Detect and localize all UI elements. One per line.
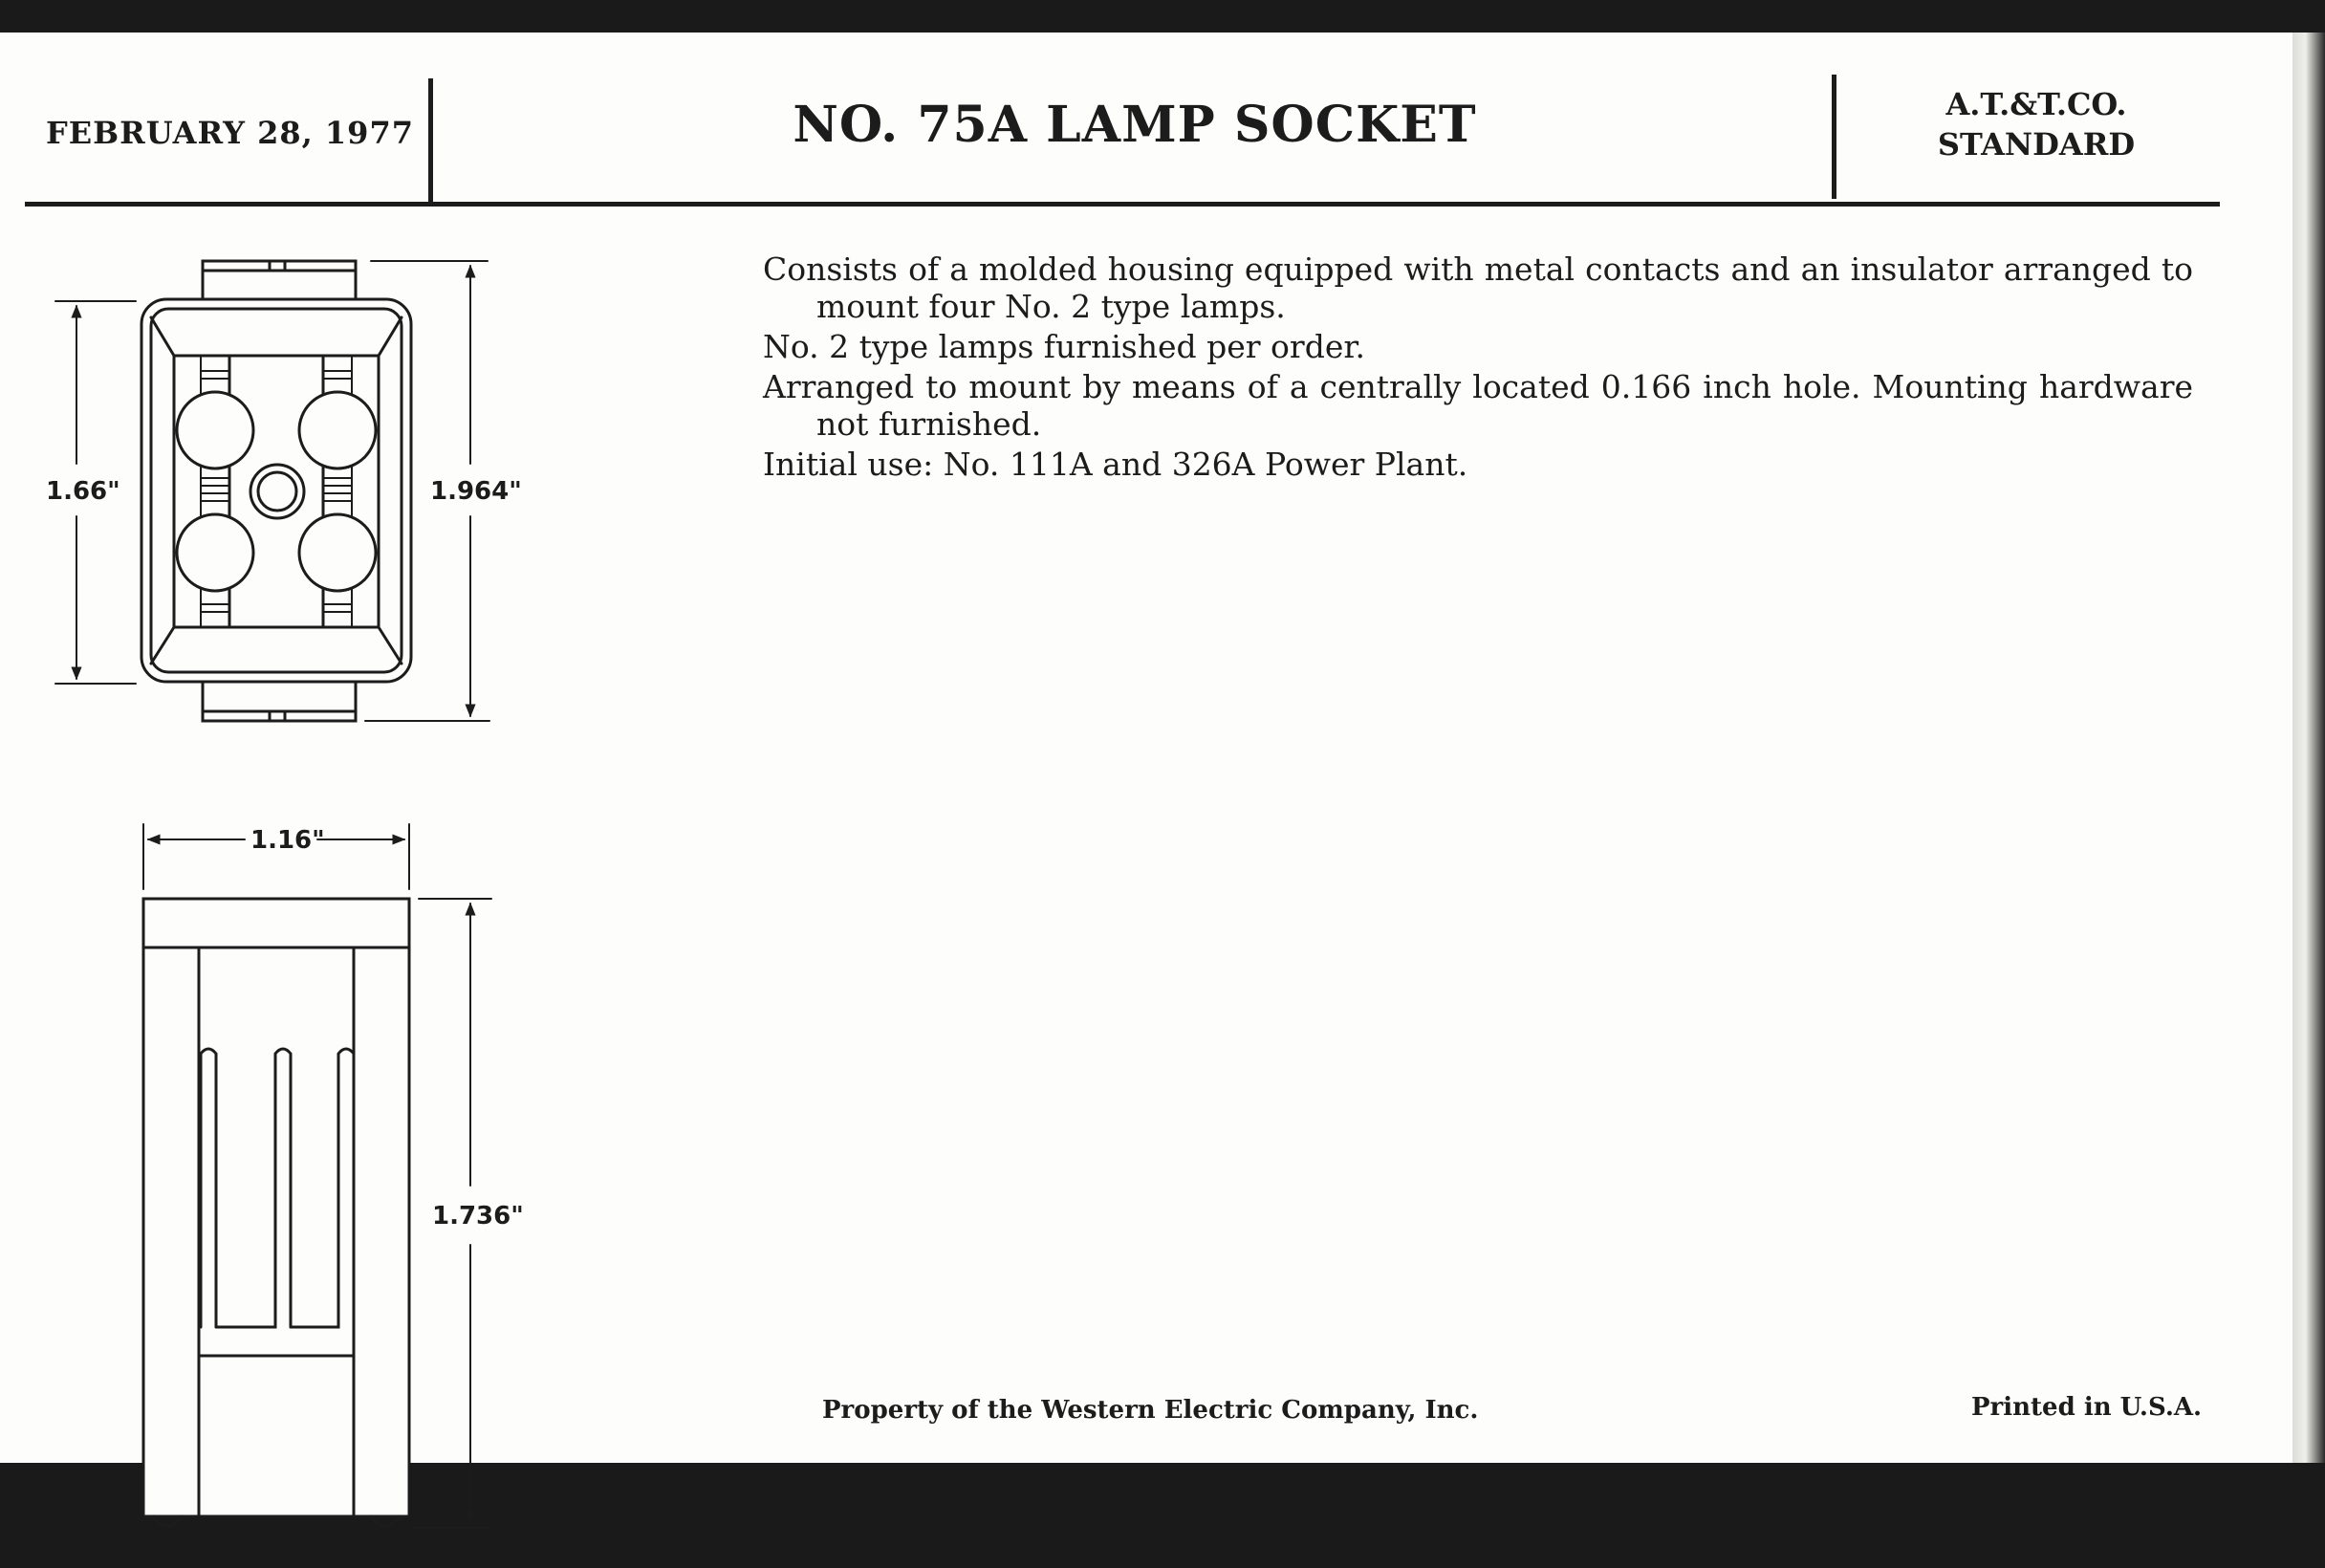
description-paragraph-2: No. 2 type lamps furnished per order. [763,328,1365,365]
standard-line-1: A.T.&T.CO. [1945,86,2127,122]
description-paragraph-4: Initial use: No. 111A and 326A Power Plant. [763,446,1468,483]
footer-property: Property of the Western Electric Company, Inc. [822,1396,1479,1425]
description-paragraph-3: Arranged to mount by means of a centrally located 0.166 inch hole. Mounting hardware not furnished. [763,368,2193,443]
header-rule [25,202,2220,207]
description-paragraph-1: Consists of a molded housing equipped with metal contacts and an insulator arranged to mount four No. 2 type lamps. [763,250,2193,325]
dim-label-1-964: 1.964" [430,477,522,506]
description-text [763,250,2193,486]
page-title: NO. 75A LAMP SOCKET [793,96,1477,154]
technical-drawing [0,229,574,1568]
footer-printed: Printed in U.S.A. [1971,1393,2203,1422]
dim-label-1-736: 1.736" [432,1202,524,1230]
standard-line-2: STANDARD [1937,126,2136,163]
standard-label [1864,84,2208,164]
card-edge [2292,33,2325,1463]
date-label: FEBRUARY 28, 1977 [46,115,414,151]
side-view [143,899,409,1526]
dim-label-1-16: 1.16" [250,826,325,855]
header-divider-right [1832,75,1836,199]
top-view [141,261,411,721]
dim-label-1-66: 1.66" [46,477,120,506]
header-divider-left [428,78,433,205]
